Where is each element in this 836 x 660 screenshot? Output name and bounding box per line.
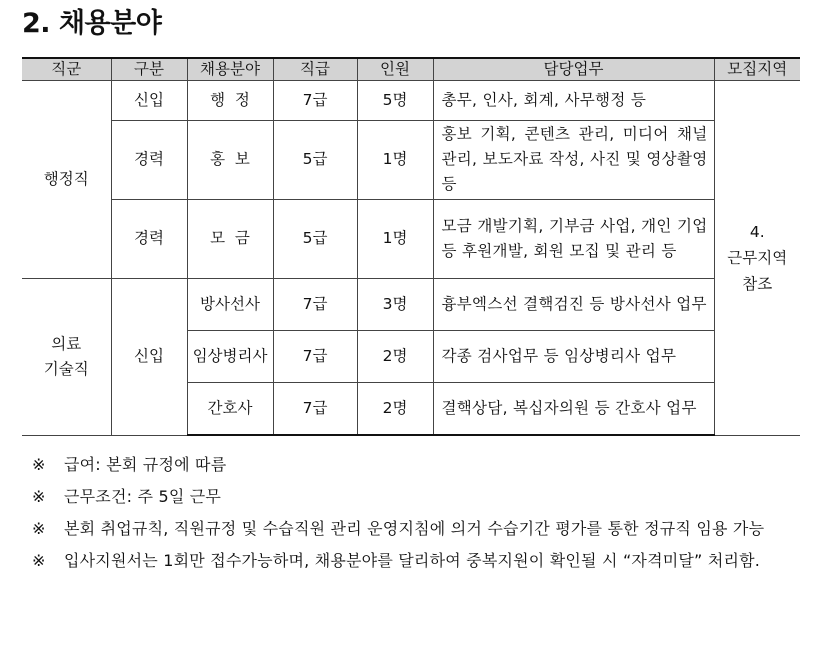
job-group-label: 행정직 [43, 169, 89, 188]
category-cell: 신입 [111, 80, 187, 120]
duty-cell: 결핵상담, 복십자의원 등 간호사 업무 [433, 382, 714, 435]
reference-mark: ※ [32, 519, 46, 538]
job-group-cell [22, 278, 111, 435]
headcount-cell: 2명 [357, 382, 433, 435]
duty-cell: 총무, 인사, 회계, 사무행정 등 [433, 80, 714, 120]
recruitment-table [22, 57, 800, 436]
field-cell: 모 금 [187, 199, 273, 278]
table-row [22, 278, 800, 330]
headcount-cell: 3명 [357, 278, 433, 330]
category-cell: 경력 [111, 120, 187, 199]
reference-mark: ※ [32, 487, 46, 506]
grade-cell: 7급 [273, 278, 357, 330]
note-item [32, 545, 802, 577]
header-duty: 담당업무 [433, 58, 714, 80]
table-row [22, 80, 800, 120]
table-row [22, 120, 800, 199]
notes-list [32, 449, 802, 577]
section-title: 2. 채용분야 [22, 8, 162, 39]
header-category: 구분 [111, 58, 187, 80]
note-text: 급여: 본회 규정에 따름 [64, 455, 227, 474]
grade-cell: 5급 [273, 199, 357, 278]
header-headcount: 인원 [357, 58, 433, 80]
duty-cell: 흉부엑스선 결핵검진 등 방사선사 업무 [433, 278, 714, 330]
note-item [32, 481, 802, 513]
note-text: 근무조건: 주 5일 근무 [64, 487, 222, 506]
region-label: 4. 근무지역 참조 [727, 222, 788, 293]
duty-cell: 홍보 기획, 콘텐츠 관리, 미디어 채널 관리, 보도자료 작성, 사진 및 영상촬영 등 [433, 120, 714, 199]
header-grade: 직급 [273, 58, 357, 80]
table-header-row [22, 58, 800, 80]
reference-mark: ※ [32, 455, 46, 474]
note-item [32, 513, 802, 545]
category-cell: 경력 [111, 199, 187, 278]
headcount-cell: 1명 [357, 120, 433, 199]
region-cell [714, 80, 800, 435]
note-text: 입사지원서는 1회만 접수가능하며, 채용분야를 달리하여 중복지원이 확인될 시 “자격미달” 처리함. [64, 551, 761, 570]
table-row [22, 199, 800, 278]
grade-cell: 7급 [273, 382, 357, 435]
headcount-cell: 5명 [357, 80, 433, 120]
field-cell: 임상병리사 [187, 330, 273, 382]
header-field: 채용분야 [187, 58, 273, 80]
field-cell: 홍 보 [187, 120, 273, 199]
headcount-cell: 2명 [357, 330, 433, 382]
field-cell: 간호사 [187, 382, 273, 435]
field-cell: 방사선사 [187, 278, 273, 330]
header-job-group: 직군 [22, 58, 111, 80]
duty-cell: 모금 개발기획, 기부금 사업, 개인 기업 등 후원개발, 회원 모집 및 관리 등 [433, 199, 714, 278]
reference-mark: ※ [32, 551, 46, 570]
grade-cell: 5급 [273, 120, 357, 199]
grade-cell: 7급 [273, 80, 357, 120]
field-cell: 행 정 [187, 80, 273, 120]
duty-cell: 각종 검사업무 등 임상병리사 업무 [433, 330, 714, 382]
note-item [32, 449, 802, 481]
job-group-cell [22, 80, 111, 278]
grade-cell: 7급 [273, 330, 357, 382]
job-group-label: 의료 기술직 [43, 334, 89, 378]
note-text: 본회 취업규칙, 직원규정 및 수습직원 관리 운영지침에 의거 수습기간 평가를 통한 정규직 임용 가능 [64, 519, 765, 538]
headcount-cell: 1명 [357, 199, 433, 278]
header-region: 모집지역 [714, 58, 800, 80]
category-cell: 신입 [111, 278, 187, 435]
